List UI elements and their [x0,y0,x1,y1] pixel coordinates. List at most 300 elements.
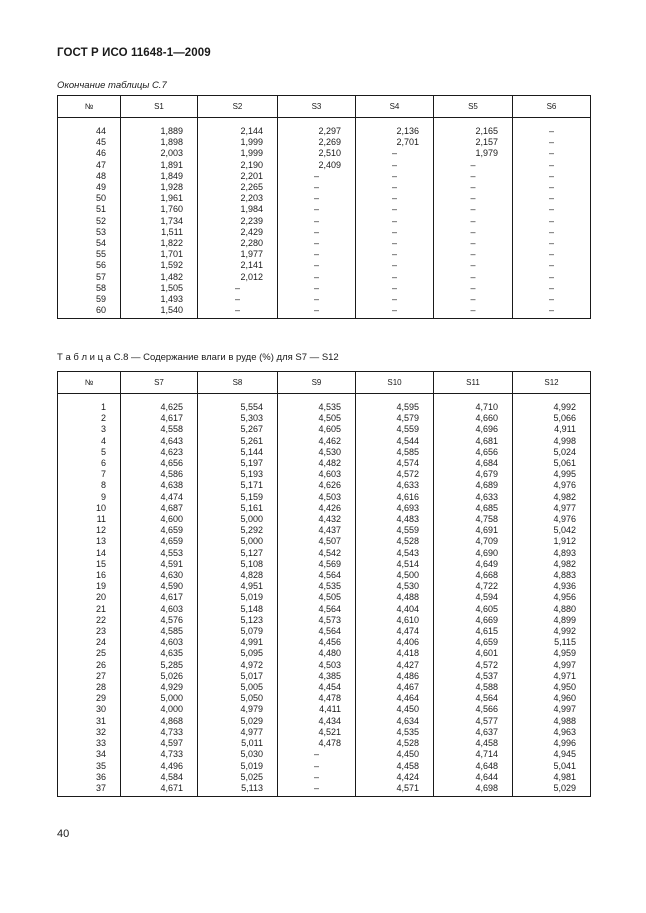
table-cell: 5,011 [198,738,278,749]
table-cell: 5,017 [198,671,278,682]
table-cell: 4,659 [434,637,513,648]
table-cell: 4,633 [434,492,513,503]
table-cell: – [278,216,356,227]
table-cell: – [513,182,591,193]
table-cell: 5,042 [513,525,591,536]
table-cell: – [513,137,591,148]
table-cell: 2,144 [198,118,278,138]
table-cell: 4,644 [434,772,513,783]
table-cell: 5,061 [513,458,591,469]
table-row [58,772,591,783]
column-header: № [58,372,121,394]
table-row [58,424,591,435]
table-cell: 4,521 [278,727,356,738]
table-c7-continuation-caption: Окончание таблицы С.7 [57,80,167,91]
table-cell: 4,544 [356,436,434,447]
table-cell: 4,530 [278,447,356,458]
row-number-cell: 19 [58,581,121,592]
table-cell: 4,571 [356,783,434,797]
table-row [58,626,591,637]
table-row [58,761,591,772]
table-cell: 1,977 [198,249,278,260]
table-row [58,716,591,727]
table-cell: 5,024 [513,447,591,458]
table-cell: 4,482 [278,458,356,469]
table-cell: 4,569 [278,559,356,570]
row-number-cell: 16 [58,570,121,581]
table-cell: 2,265 [198,182,278,193]
column-header: S3 [278,96,356,118]
table-cell: 5,148 [198,604,278,615]
row-number-cell: 28 [58,682,121,693]
table-cell: 4,696 [434,424,513,435]
table-cell: 4,615 [434,626,513,637]
table-row [58,193,591,204]
table-cell: 5,267 [198,424,278,435]
row-number-cell: 1 [58,394,121,414]
table-row [58,570,591,581]
table-cell: – [434,305,513,319]
table-cell: 4,597 [121,738,198,749]
row-number-cell: 27 [58,671,121,682]
table-cell: 4,483 [356,514,434,525]
row-number-cell: 4 [58,436,121,447]
table-cell: – [278,227,356,238]
table-cell: 4,714 [434,749,513,760]
table-cell: 4,936 [513,581,591,592]
table-cell: – [513,148,591,159]
table-cell: – [513,305,591,319]
table-cell: 4,605 [434,604,513,615]
column-header: S6 [513,96,591,118]
column-header: S11 [434,372,513,394]
table-cell: 4,988 [513,716,591,727]
document-header: ГОСТ Р ИСО 11648-1—2009 [57,47,211,59]
table-row [58,249,591,260]
table-row [58,581,591,592]
table-cell: 4,679 [434,469,513,480]
table-row [58,492,591,503]
table-cell: 4,992 [513,626,591,637]
table-row [58,238,591,249]
table-cell: 4,690 [434,548,513,559]
table-cell: 4,558 [121,424,198,435]
table-cell: 4,691 [434,525,513,536]
table-cell: 2,239 [198,216,278,227]
table-cell: 2,429 [198,227,278,238]
row-number-cell: 5 [58,447,121,458]
row-number-cell: 14 [58,548,121,559]
table-cell: 1,482 [121,272,198,283]
row-number-cell: 47 [58,160,121,171]
row-number-cell: 59 [58,294,121,305]
table-cell: – [278,171,356,182]
table-cell: 2,141 [198,260,278,271]
table-cell: 4,577 [434,716,513,727]
table-cell: 4,458 [356,761,434,772]
table-cell: 4,572 [434,660,513,671]
table-cell: – [513,283,591,294]
table-row [58,738,591,749]
table-cell: 4,385 [278,671,356,682]
table-cell: 4,950 [513,682,591,693]
table-cell: 4,991 [198,637,278,648]
column-header: № [58,96,121,118]
table-cell: 4,637 [434,727,513,738]
table-cell: 4,474 [121,492,198,503]
table-cell: 4,698 [434,783,513,797]
row-number-cell: 33 [58,738,121,749]
table-cell: 4,543 [356,548,434,559]
table-cell: 4,995 [513,469,591,480]
table-cell: 4,500 [356,570,434,581]
table-cell: 4,553 [121,548,198,559]
table-row [58,148,591,159]
table-cell: – [513,227,591,238]
page-number: 40 [57,828,70,840]
table-cell: 4,450 [356,749,434,760]
table-cell: 5,095 [198,648,278,659]
table-row [58,283,591,294]
table-cell: 4,634 [356,716,434,727]
table-cell: 1,822 [121,238,198,249]
table-cell: – [356,227,434,238]
table-cell: – [513,238,591,249]
table-cell: – [356,249,434,260]
row-number-cell: 49 [58,182,121,193]
table-cell: 5,171 [198,480,278,491]
table-cell: – [434,283,513,294]
row-number-cell: 56 [58,260,121,271]
table-cell: 4,643 [121,436,198,447]
table-cell: 4,671 [121,783,198,797]
table-cell: 4,458 [434,738,513,749]
table-cell: 5,159 [198,492,278,503]
table-cell: 5,079 [198,626,278,637]
table-cell: 4,000 [121,704,198,715]
table-cell: 4,635 [121,648,198,659]
table-cell: 5,029 [198,716,278,727]
table-cell: 4,576 [121,615,198,626]
table-row [58,118,591,138]
row-number-cell: 34 [58,749,121,760]
table-cell: – [278,772,356,783]
table-row [58,727,591,738]
row-number-cell: 20 [58,592,121,603]
table-cell: 4,733 [121,749,198,760]
table-cell: 4,594 [434,592,513,603]
row-number-cell: 8 [58,480,121,491]
table-cell: 5,030 [198,749,278,760]
table-row [58,458,591,469]
table-cell: 1,849 [121,171,198,182]
table-cell: 4,480 [278,648,356,659]
table-cell: 4,681 [434,436,513,447]
table-cell: – [434,171,513,182]
table-row [58,592,591,603]
table-cell: 1,979 [434,148,513,159]
table-cell: 4,992 [513,394,591,414]
table-cell: – [356,160,434,171]
table-row [58,216,591,227]
table-cell: 4,535 [278,581,356,592]
row-number-cell: 44 [58,118,121,138]
table-header-row [58,372,591,394]
table-cell: 4,630 [121,570,198,581]
table-cell: 4,603 [121,604,198,615]
column-header: S4 [356,96,434,118]
table-cell: 4,758 [434,514,513,525]
table-cell: 4,668 [434,570,513,581]
table-cell: – [356,294,434,305]
table-row [58,227,591,238]
table-cell: – [434,160,513,171]
table-cell: – [356,260,434,271]
table-cell: 5,127 [198,548,278,559]
row-number-cell: 6 [58,458,121,469]
table-cell: 4,530 [356,581,434,592]
row-number-cell: 9 [58,492,121,503]
table-cell: – [434,227,513,238]
table-cell: 2,136 [356,118,434,138]
table-cell: 4,432 [278,514,356,525]
table-cell: 4,559 [356,424,434,435]
table-cell: 1,999 [198,148,278,159]
table-cell: 1,505 [121,283,198,294]
table-cell: 4,616 [356,492,434,503]
table-row [58,559,591,570]
table-cell: – [513,118,591,138]
table-cell: 5,000 [198,536,278,547]
table-cell: 2,201 [198,171,278,182]
table-row [58,160,591,171]
table-cell: 1,760 [121,204,198,215]
table-cell: 4,733 [121,727,198,738]
table-cell: 1,961 [121,193,198,204]
row-number-cell: 30 [58,704,121,715]
table-cell: 5,285 [121,660,198,671]
table-cell: 2,280 [198,238,278,249]
table-cell: – [513,204,591,215]
table-cell: 4,600 [121,514,198,525]
table-cell: 4,411 [278,704,356,715]
table-cell: 4,505 [278,413,356,424]
table-cell: 4,404 [356,604,434,615]
table-cell: 2,297 [278,118,356,138]
table-cell: 4,503 [278,492,356,503]
table-cell: 1,898 [121,137,198,148]
row-number-cell: 21 [58,604,121,615]
table-cell: 4,464 [356,693,434,704]
table-cell: 4,963 [513,727,591,738]
table-cell: 4,579 [356,413,434,424]
table-cell: – [434,204,513,215]
row-number-cell: 26 [58,660,121,671]
table-cell: – [434,272,513,283]
table-cell: – [513,249,591,260]
table-cell: 4,564 [278,604,356,615]
row-number-cell: 58 [58,283,121,294]
table-row [58,294,591,305]
table-row [58,682,591,693]
table-cell: 4,572 [356,469,434,480]
table-cell: 4,693 [356,503,434,514]
table-cell: – [278,305,356,319]
table-cell: 4,454 [278,682,356,693]
table-cell: 4,996 [513,738,591,749]
table-row [58,671,591,682]
column-header: S2 [198,96,278,118]
table-cell: – [278,238,356,249]
table-cell: 5,025 [198,772,278,783]
table-cell: – [278,283,356,294]
table-row [58,693,591,704]
table-cell: 4,559 [356,525,434,536]
table-cell: 4,982 [513,559,591,570]
table-cell: 1,891 [121,160,198,171]
table-cell: 2,157 [434,137,513,148]
table-cell: 1,984 [198,204,278,215]
table-cell: 4,880 [513,604,591,615]
row-number-cell: 31 [58,716,121,727]
row-number-cell: 15 [58,559,121,570]
table-cell: 4,456 [278,637,356,648]
table-cell: 4,868 [121,716,198,727]
table-cell: 2,269 [278,137,356,148]
table-cell: 4,586 [121,469,198,480]
table-cell: 4,623 [121,447,198,458]
table-cell: 4,710 [434,394,513,414]
table-cell: 5,193 [198,469,278,480]
table-cell: 5,005 [198,682,278,693]
table-cell: – [278,749,356,760]
table-row [58,171,591,182]
table-cell: – [356,238,434,249]
table-row [58,394,591,414]
row-number-cell: 3 [58,424,121,435]
table-cell: – [356,182,434,193]
table-cell: 4,687 [121,503,198,514]
table-cell: 5,066 [513,413,591,424]
table-cell: 5,000 [121,693,198,704]
table-cell: 4,722 [434,581,513,592]
table-cell: 4,478 [278,693,356,704]
table-cell: 1,928 [121,182,198,193]
table-cell: 4,478 [278,738,356,749]
table-row [58,525,591,536]
table-cell: 4,684 [434,458,513,469]
table-cell: – [278,193,356,204]
table-cell: 2,701 [356,137,434,148]
table-cell: 4,503 [278,660,356,671]
table-row [58,637,591,648]
table-cell: – [513,260,591,271]
table-cell: 4,633 [356,480,434,491]
table-cell: 4,486 [356,671,434,682]
table-cell: 4,437 [278,525,356,536]
table-cell: 4,528 [356,738,434,749]
table-cell: – [198,283,278,294]
table-cell: 4,911 [513,424,591,435]
table-cell: 4,418 [356,648,434,659]
row-number-cell: 2 [58,413,121,424]
table-row [58,704,591,715]
table-cell: 4,584 [121,772,198,783]
table-cell: – [434,182,513,193]
table-cell: – [434,260,513,271]
table-cell: 2,165 [434,118,513,138]
table-cell: 4,976 [513,480,591,491]
row-number-cell: 29 [58,693,121,704]
table-cell: 5,019 [198,761,278,772]
table-cell: 4,998 [513,436,591,447]
table-cell: 4,496 [121,761,198,772]
table-cell: 4,617 [121,592,198,603]
table-cell: 4,977 [513,503,591,514]
table-cell: 5,261 [198,436,278,447]
row-number-cell: 35 [58,761,121,772]
table-cell: – [356,216,434,227]
row-number-cell: 52 [58,216,121,227]
table-cell: 1,701 [121,249,198,260]
table-cell: 4,976 [513,514,591,525]
table-cell: 4,660 [434,413,513,424]
table-cell: – [278,182,356,193]
table-cell: 4,638 [121,480,198,491]
table-cell: 4,626 [278,480,356,491]
table-cell: 5,113 [198,783,278,797]
table-cell: 4,595 [356,394,434,414]
table-cell: – [198,294,278,305]
table-cell: 4,488 [356,592,434,603]
table-row [58,137,591,148]
table-cell: 1,999 [198,137,278,148]
table-cell: 4,505 [278,592,356,603]
table-cell: – [356,204,434,215]
table-row [58,480,591,491]
row-number-cell: 24 [58,637,121,648]
table-cell: 4,951 [198,581,278,592]
table-cell: 4,605 [278,424,356,435]
table-cell: – [434,216,513,227]
table-cell: 5,019 [198,592,278,603]
table-cell: 4,625 [121,394,198,414]
table-cell: 4,648 [434,761,513,772]
column-header: S5 [434,96,513,118]
table-cell: – [513,216,591,227]
table-cell: 4,514 [356,559,434,570]
row-number-cell: 60 [58,305,121,319]
table-cell: 4,610 [356,615,434,626]
table-cell: 4,997 [513,660,591,671]
table-cell: 4,997 [513,704,591,715]
table-cell: – [278,272,356,283]
row-number-cell: 45 [58,137,121,148]
table-cell: 5,115 [513,637,591,648]
table-cell: 4,588 [434,682,513,693]
table-cell: 1,511 [121,227,198,238]
table-cell: 2,510 [278,148,356,159]
column-header: S8 [198,372,278,394]
table-cell: 4,945 [513,749,591,760]
table-cell: – [356,148,434,159]
table-cell: 2,409 [278,160,356,171]
table-cell: 1,912 [513,536,591,547]
table-cell: 4,972 [198,660,278,671]
table-cell: 4,467 [356,682,434,693]
table-cell: – [513,193,591,204]
table-cell: 4,709 [434,536,513,547]
